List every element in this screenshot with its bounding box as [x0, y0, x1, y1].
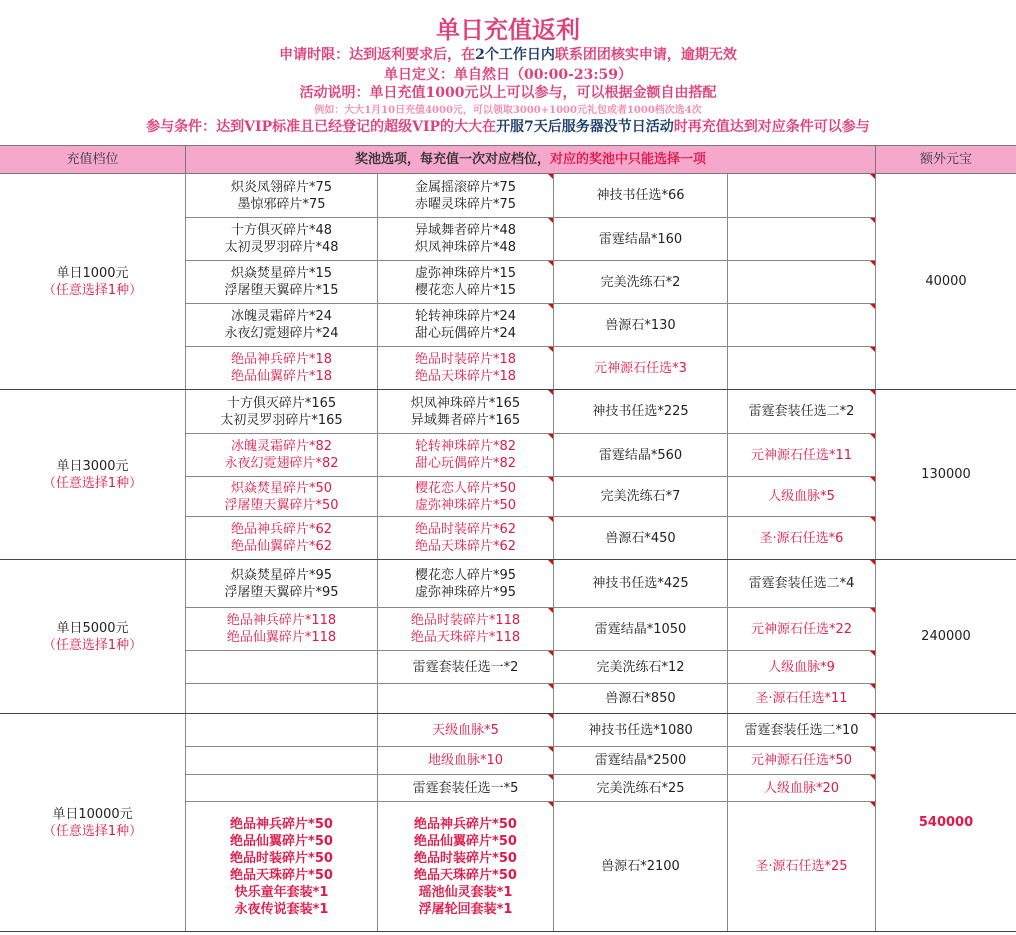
header-tier: 充值档位: [0, 146, 186, 173]
reward-item: 赤曜灵珠碎片*75: [414, 196, 517, 212]
tier-note: （任意选择1种）: [42, 475, 143, 491]
pool-option-b: [378, 261, 554, 304]
pool-option-a: [186, 434, 378, 477]
comment-marker-icon: [548, 347, 553, 352]
pool-option-d: [728, 714, 876, 747]
pool-option-d: [728, 517, 876, 560]
comment-marker-icon: [548, 802, 553, 807]
pool-option-a: [186, 684, 378, 714]
extra-yuanbao-cell: [876, 390, 1016, 560]
comment-marker-icon: [870, 802, 875, 807]
tier-cell: [0, 560, 186, 714]
pool-option-d: [728, 390, 876, 434]
extra-yuanbao-cell: [876, 714, 1016, 932]
comment-marker-icon: [870, 517, 875, 522]
comment-marker-icon: [548, 560, 553, 565]
pool-option-d: [728, 261, 876, 304]
page-title: 单日充值返利: [436, 15, 580, 44]
extra-yuanbao-value: 40000: [925, 274, 967, 289]
reward-item: 雷霆结晶*2500: [594, 753, 687, 768]
reward-item: 绝品天珠碎片*50: [414, 867, 517, 883]
reward-item: 绝品天珠碎片*118: [410, 630, 521, 645]
comment-marker-icon: [548, 174, 553, 179]
reward-item: 樱花恋人碎片*50: [414, 480, 517, 496]
comment-marker-icon: [548, 684, 553, 689]
pool-option-b: [378, 390, 554, 434]
pool-option-d: [728, 477, 876, 517]
pool-option-a: [186, 651, 378, 684]
reward-item: 太初灵罗羽碎片*165: [220, 412, 343, 428]
reward-item: 绝品天珠碎片*62: [414, 539, 517, 554]
reward-item: 轮转神珠碎片*82: [414, 439, 517, 454]
tier-name: 单日5000元: [56, 620, 129, 636]
reward-item: 绝品天珠碎片*18: [414, 369, 517, 384]
reward-item: 人级血脉*20: [763, 780, 840, 796]
reward-item: 浮屠堕天翼碎片*15: [224, 283, 339, 298]
comment-marker-icon: [548, 517, 553, 522]
pool-option-b: [378, 560, 554, 608]
reward-item: 雷霆套装任选一*5: [412, 780, 519, 796]
reward-item: 完美洗练石*2: [600, 274, 681, 290]
pool-option-a: [186, 347, 378, 390]
tier-note: （任意选择1种）: [42, 637, 143, 653]
pool-option-b: [378, 434, 554, 477]
pool-option-b: [378, 347, 554, 390]
reward-item: 绝品时装碎片*50: [414, 850, 517, 866]
pool-option-b: [378, 517, 554, 560]
reward-item: 金属摇滚碎片*75: [414, 179, 517, 195]
pool-option-a: [186, 261, 378, 304]
reward-item: 圣·源石任选*6: [759, 530, 844, 546]
pool-option-c: [554, 517, 728, 560]
reward-item: 兽源石*130: [605, 317, 676, 333]
pool-option-a: [186, 304, 378, 347]
reward-item: 炽凤神珠碎片*48: [414, 240, 517, 255]
reward-item: 虚弥神珠碎片*50: [414, 497, 517, 513]
comment-marker-icon: [548, 747, 553, 752]
tier-divider: [0, 931, 1016, 932]
reward-item: 雷霆套装任选二*10: [744, 722, 859, 738]
table-header: [0, 145, 1016, 174]
pool-option-d: [728, 684, 876, 714]
pool-option-a: [186, 608, 378, 651]
reward-item: 兽源石*850: [605, 691, 676, 706]
comment-marker-icon: [548, 477, 553, 482]
reward-item: 永夜幻霓翅碎片*24: [224, 326, 339, 341]
pool-option-b: [378, 714, 554, 747]
reward-item: 圣·源石任选*11: [755, 691, 848, 706]
pool-option-d: [728, 347, 876, 390]
reward-item: 冰魄灵霜碎片*82: [230, 439, 333, 454]
pool-option-b: [378, 304, 554, 347]
reward-item: 神技书任选*425: [592, 576, 689, 591]
tier-name: 单日10000元: [52, 806, 133, 822]
reward-item: 完美洗练石*25: [596, 780, 685, 796]
comment-marker-icon: [870, 651, 875, 656]
reward-item: 炽炎凤翎碎片*75: [230, 179, 333, 195]
pool-option-c: [554, 218, 728, 261]
reward-item: 绝品神兵碎片*50: [414, 816, 517, 832]
comment-marker-icon: [870, 304, 875, 309]
pool-option-a: [186, 714, 378, 747]
pool-option-d: [728, 651, 876, 684]
reward-item: 炽凤神珠碎片*165: [410, 395, 521, 411]
reward-item: 浮屠堕天翼碎片*50: [224, 497, 339, 513]
reward-item: 雷霆套装任选二*2: [748, 404, 855, 419]
reward-item: 绝品仙翼碎片*50: [230, 833, 333, 849]
pool-option-c: [554, 775, 728, 802]
reward-item: 炽焱焚星碎片*50: [230, 480, 333, 496]
reward-item: 快乐童年套装*1: [234, 884, 329, 900]
pool-option-d: [728, 560, 876, 608]
pool-option-d: [728, 608, 876, 651]
pool-option-b: [378, 174, 554, 218]
reward-item: 神技书任选*225: [592, 404, 689, 419]
pool-option-c: [554, 802, 728, 932]
reward-item: 瑶池仙灵套装*1: [418, 884, 513, 900]
reward-item: 十方俱灭碎片*48: [230, 223, 333, 238]
pool-option-b: [378, 477, 554, 517]
reward-item: 元神源石任选*3: [594, 360, 687, 376]
header-extra: 额外元宝: [919, 152, 972, 167]
comment-marker-icon: [870, 434, 875, 439]
reward-item: 兽源石*450: [605, 530, 676, 546]
reward-item: 绝品神兵碎片*118: [226, 613, 337, 628]
pool-option-b: [378, 684, 554, 714]
reward-item: 绝品时装碎片*62: [414, 522, 517, 537]
tier-name: 单日1000元: [56, 265, 129, 281]
pool-option-b: [378, 802, 554, 932]
day-definition-line: 单日定义：单自然日（00:00-23:59）: [383, 67, 633, 83]
reward-item: 元神源石任选*11: [750, 447, 853, 463]
pool-option-c: [554, 714, 728, 747]
reward-item: 圣·源石任选*25: [755, 859, 848, 874]
pool-option-a: [186, 517, 378, 560]
reward-item: 浮屠轮回套装*1: [418, 901, 513, 917]
comment-marker-icon: [870, 261, 875, 266]
reward-item: 甜心玩偶碎片*24: [414, 326, 517, 341]
reward-item: 樱花恋人碎片*15: [414, 283, 517, 298]
pool-option-a: [186, 390, 378, 434]
tier-cell: [0, 714, 186, 932]
reward-item: 樱花恋人碎片*95: [414, 567, 517, 583]
pool-option-b: [378, 218, 554, 261]
comment-marker-icon: [870, 174, 875, 179]
comment-marker-icon: [870, 390, 875, 395]
page-header: [0, 0, 1016, 145]
tier-note: （任意选择1种）: [42, 282, 143, 298]
reward-item: 浮屠堕天翼碎片*95: [224, 584, 339, 600]
reward-item: 炽焱焚星碎片*15: [230, 266, 333, 281]
extra-yuanbao-cell: [876, 560, 1016, 714]
reward-item: 炽焱焚星碎片*95: [230, 567, 333, 583]
comment-marker-icon: [548, 714, 553, 719]
pool-option-a: [186, 775, 378, 802]
pool-option-d: [728, 218, 876, 261]
activity-description-line: 活动说明：单日充值1000元以上可以参与，可以根据金额自由搭配: [299, 85, 717, 101]
pool-option-d: [728, 775, 876, 802]
reward-item: 地级血脉*10: [427, 753, 504, 768]
reward-item: 神技书任选*1080: [588, 722, 693, 738]
pool-option-a: [186, 174, 378, 218]
reward-item: 十方俱灭碎片*165: [226, 395, 337, 411]
comment-marker-icon: [870, 218, 875, 223]
reward-item: 冰魄灵霜碎片*24: [230, 309, 333, 324]
reward-item: 绝品时装碎片*18: [414, 352, 517, 367]
pool-option-d: [728, 747, 876, 775]
reward-item: 绝品仙翼碎片*18: [230, 369, 333, 384]
comment-marker-icon: [548, 651, 553, 656]
comment-marker-icon: [548, 218, 553, 223]
pool-option-c: [554, 434, 728, 477]
pool-option-d: [728, 802, 876, 932]
pool-option-a: [186, 477, 378, 517]
reward-item: 轮转神珠碎片*24: [414, 309, 517, 324]
reward-item: 雷霆结晶*1050: [594, 621, 687, 637]
reward-item: 雷霆结晶*160: [598, 231, 683, 247]
reward-item: 元神源石任选*50: [750, 753, 853, 768]
reward-item: 人级血脉*5: [768, 489, 835, 504]
comment-marker-icon: [870, 684, 875, 689]
pool-option-c: [554, 261, 728, 304]
comment-marker-icon: [870, 747, 875, 752]
participation-condition-line: 参与条件：达到VIP标准且已经登记的超级VIP的大大在开服7天后服务器没节日活动时再充值达到对应条件可以参与: [146, 119, 870, 135]
reward-item: 神技书任选*66: [596, 188, 685, 203]
comment-marker-icon: [870, 714, 875, 719]
comment-marker-icon: [548, 261, 553, 266]
pool-option-b: [378, 608, 554, 651]
pool-option-c: [554, 651, 728, 684]
reward-item: 墨惊邪碎片*75: [237, 196, 326, 212]
comment-marker-icon: [870, 477, 875, 482]
apply-deadline-line: 申请时限：达到返利要求后，在2个工作日内联系团团核实申请，逾期无效: [279, 47, 737, 63]
pool-option-d: [728, 434, 876, 477]
header-pool: 奖池选项，每充值一次对应档位，对应的奖池中只能选择一项: [186, 146, 876, 173]
tier-note: （任意选择1种）: [42, 823, 143, 839]
reward-item: 绝品神兵碎片*50: [230, 816, 333, 832]
reward-item: 绝品仙翼碎片*50: [414, 833, 517, 849]
pool-option-a: [186, 747, 378, 775]
reward-item: 绝品时装碎片*118: [410, 613, 521, 628]
reward-item: 绝品仙翼碎片*118: [226, 630, 337, 645]
comment-marker-icon: [870, 560, 875, 565]
extra-yuanbao-cell: [876, 174, 1016, 390]
pool-option-c: [554, 347, 728, 390]
reward-item: 完美洗练石*7: [600, 489, 681, 504]
tier-name: 单日3000元: [56, 458, 129, 474]
pool-option-a: [186, 560, 378, 608]
extra-yuanbao-value: 130000: [921, 467, 971, 482]
pool-option-c: [554, 684, 728, 714]
pool-option-c: [554, 304, 728, 347]
pool-option-c: [554, 747, 728, 775]
comment-marker-icon: [870, 347, 875, 352]
reward-item: 雷霆结晶*560: [598, 447, 683, 463]
pool-option-b: [378, 651, 554, 684]
pool-option-b: [378, 747, 554, 775]
pool-option-d: [728, 304, 876, 347]
comment-marker-icon: [548, 390, 553, 395]
pool-option-c: [554, 477, 728, 517]
reward-item: 永夜传说套装*1: [234, 901, 329, 917]
reward-item: 太初灵罗羽碎片*48: [224, 240, 339, 255]
comment-marker-icon: [548, 608, 553, 613]
pool-option-a: [186, 802, 378, 932]
reward-item: 元神源石任选*22: [750, 621, 853, 637]
reward-item: 兽源石*2100: [601, 859, 680, 874]
extra-yuanbao-value: 540000: [918, 815, 974, 830]
pool-option-c: [554, 390, 728, 434]
reward-item: 绝品神兵碎片*62: [230, 522, 333, 537]
tier-cell: [0, 390, 186, 560]
reward-item: 人级血脉*9: [768, 659, 835, 675]
reward-item: 虚弥神珠碎片*95: [414, 584, 517, 600]
reward-item: 异域舞者碎片*165: [410, 412, 521, 428]
example-line: 例如：大大1月10日充值4000元，可以领取3000+1000元礼包或者1000档次选4次: [314, 105, 702, 116]
reward-item: 绝品天珠碎片*50: [230, 867, 333, 883]
comment-marker-icon: [548, 434, 553, 439]
pool-option-c: [554, 608, 728, 651]
pool-option-c: [554, 560, 728, 608]
pool-option-d: [728, 174, 876, 218]
reward-item: 完美洗练石*12: [596, 659, 685, 675]
reward-item: 绝品时装碎片*50: [230, 850, 333, 866]
comment-marker-icon: [870, 775, 875, 780]
reward-item: 虚弥神珠碎片*15: [414, 266, 517, 281]
pool-option-b: [378, 775, 554, 802]
extra-yuanbao-value: 240000: [921, 629, 971, 644]
reward-item: 绝品神兵碎片*18: [230, 352, 333, 367]
reward-item: 绝品仙翼碎片*62: [230, 539, 333, 554]
reward-item: 甜心玩偶碎片*82: [414, 456, 517, 471]
comment-marker-icon: [870, 608, 875, 613]
reward-item: 永夜幻霓翅碎片*82: [224, 456, 339, 471]
pool-option-a: [186, 218, 378, 261]
reward-item: 雷霆套装任选二*4: [748, 576, 855, 591]
comment-marker-icon: [548, 775, 553, 780]
reward-item: 雷霆套装任选一*2: [412, 659, 519, 675]
reward-item: 异域舞者碎片*48: [414, 223, 517, 238]
comment-marker-icon: [548, 304, 553, 309]
tier-cell: [0, 174, 186, 390]
pool-option-c: [554, 174, 728, 218]
reward-item: 天级血脉*5: [432, 722, 499, 738]
